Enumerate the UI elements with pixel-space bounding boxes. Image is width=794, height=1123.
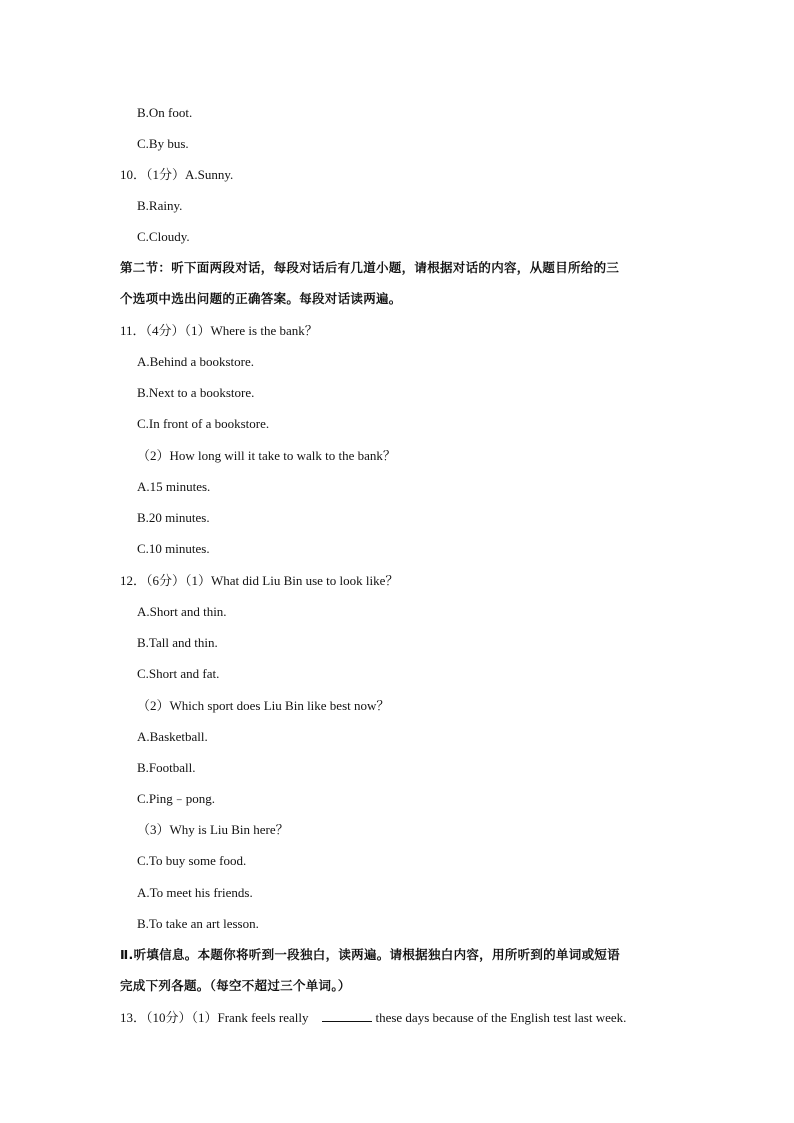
q12-2-option-c: C.Ping﹣pong. (137, 791, 216, 806)
section2-instruction-line2: 个选项中选出问题的正确答案。每段对话读两遍。 (120, 291, 402, 306)
q11-1-option-b: B.Next to a bookstore. (137, 385, 255, 400)
q12-part3-question: （3）Why is Liu Bin here？ (137, 822, 289, 837)
q11-2-option-c: C.10 minutes. (137, 541, 210, 556)
q12-2-option-b: B.Football. (137, 760, 196, 775)
q11-1-option-a: A.Behind a bookstore. (137, 354, 254, 369)
q13-stem-after-blank: these days because of the English test last week. (375, 1010, 627, 1025)
q11-2-option-a: A.15 minutes. (137, 479, 211, 494)
q11-1-option-c: C.In front of a bookstore. (137, 416, 270, 431)
q10-stem: 10．（1分）A.Sunny. (120, 167, 234, 182)
q12-stem: 12．（6分）（1）What did Liu Bin use to look like？ (120, 573, 399, 588)
q11-2-option-b: B.20 minutes. (137, 510, 210, 525)
q10-option-c: C.Cloudy. (137, 229, 190, 244)
section2-instruction-line1: 第二节：听下面两段对话，每段对话后有几道小题，请根据对话的内容，从题目所给的三 (120, 260, 620, 275)
q12-part2-question: （2）Which sport does Liu Bin like best now？ (137, 698, 390, 713)
q12-2-option-a: A.Basketball. (137, 729, 208, 744)
section-ii-instruction-line2: 完成下列各题。（每空不超过三个单词。） (120, 978, 351, 993)
q13-answer-blank[interactable] (322, 1010, 372, 1022)
q11-stem: 11．（4分）（1）Where is the bank？ (120, 323, 318, 338)
q13-stem-before-blank: 13．（10分）（1）Frank feels really (120, 1010, 309, 1025)
q12-3-option-c: C.To buy some food. (137, 853, 247, 868)
q9-option-b: B.On foot. (137, 105, 193, 120)
q10-option-b: B.Rainy. (137, 198, 183, 213)
q12-3-option-a: A.To meet his friends. (137, 885, 253, 900)
q12-3-option-b: B.To take an art lesson. (137, 916, 259, 931)
q12-1-option-c: C.Short and fat. (137, 666, 220, 681)
q11-part2-question: （2）How long will it take to walk to the bank？ (137, 448, 396, 463)
section-ii-instruction-line1: Ⅱ.听填信息。本题你将听到一段独白，读两遍。请根据独白内容，用所听到的单词或短语 (120, 947, 620, 962)
q12-1-option-b: B.Tall and thin. (137, 635, 218, 650)
q9-option-c: C.By bus. (137, 136, 189, 151)
q12-1-option-a: A.Short and thin. (137, 604, 227, 619)
q13-stem (120, 1010, 626, 1026)
